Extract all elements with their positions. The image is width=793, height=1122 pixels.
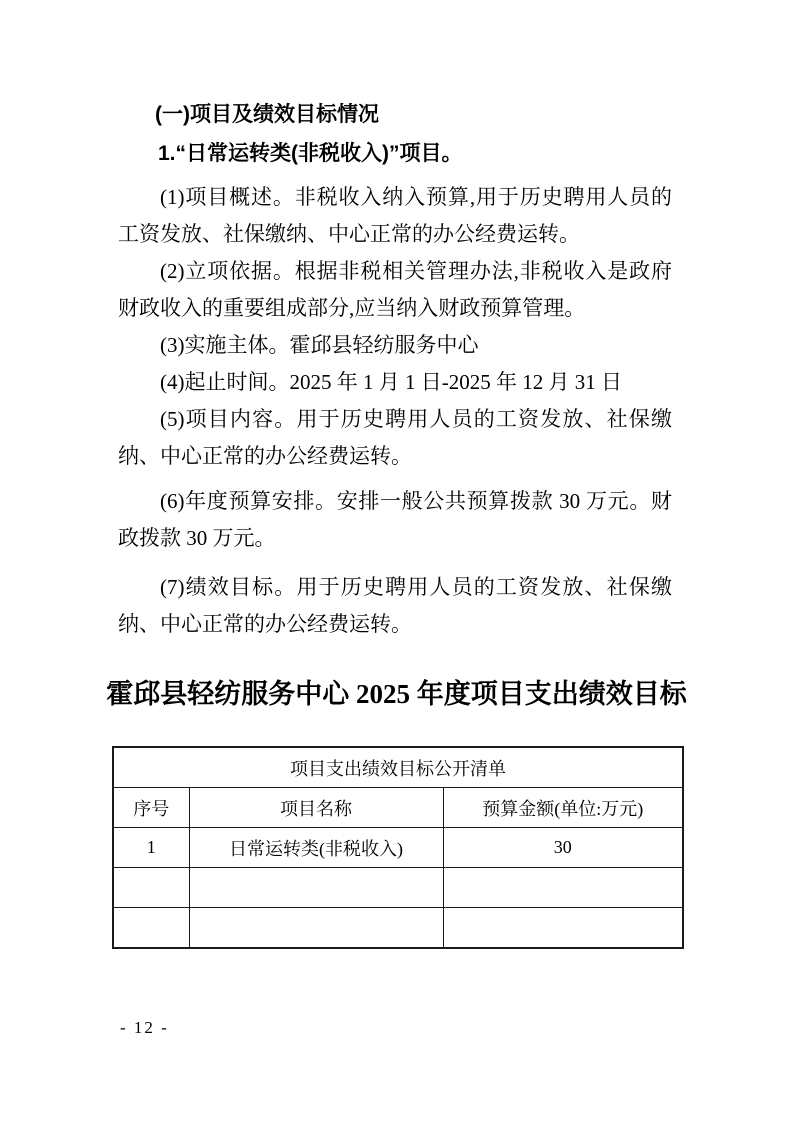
paragraph-time-span: (4)起止时间。2025 年 1 月 1 日-2025 年 12 月 31 日	[160, 370, 622, 394]
cell-budget-amount	[443, 908, 683, 949]
table-row	[113, 908, 683, 949]
project-subheading: 1.“日常运转类(非税收入)”项目。	[158, 142, 463, 165]
table-header-row	[113, 788, 683, 828]
col-header-project-name: 项目名称	[189, 788, 443, 828]
cell-serial-number	[113, 908, 189, 949]
document-body	[118, 96, 672, 643]
table-row	[113, 868, 683, 908]
table-caption-row	[113, 747, 683, 788]
performance-target-table	[112, 746, 684, 949]
cell-project-name	[189, 908, 443, 949]
cell-serial-number	[113, 868, 189, 908]
paragraph-implementing-body: (3)实施主体。霍邱县轻纺服务中心	[160, 333, 479, 357]
paragraph-annual-budget: (6)年度预算安排。安排一般公共预算拨款 30 万元。财政拨款 30 万元。	[118, 489, 672, 550]
paragraph-project-overview: (1)项目概述。非税收入纳入预算,用于历史聘用人员的工资发放、社保缴纳、中心正常的办公经费运转。	[118, 185, 672, 246]
col-header-budget-amount: 预算金额(单位:万元)	[443, 788, 683, 828]
cell-serial-number: 1	[113, 828, 189, 868]
performance-target-title: 霍邱县轻纺服务中心 2025 年度项目支出绩效目标	[106, 679, 687, 709]
paragraph-project-content: (5)项目内容。用于历史聘用人员的工资发放、社保缴纳、中心正常的办公经费运转。	[118, 407, 672, 468]
section-heading: (一)项目及绩效目标情况	[155, 103, 379, 126]
paragraph-performance-goal: (7)绩效目标。用于历史聘用人员的工资发放、社保缴纳、中心正常的办公经费运转。	[118, 575, 672, 636]
paragraph-project-basis: (2)立项依据。根据非税相关管理办法,非税收入是政府财政收入的重要组成部分,应当纳入财政预算管理。	[118, 259, 672, 320]
cell-budget-amount: 30	[443, 828, 683, 868]
cell-project-name	[189, 868, 443, 908]
page-number: - 12 -	[120, 1018, 169, 1037]
table-row	[113, 828, 683, 868]
table-caption: 项目支出绩效目标公开清单	[113, 747, 683, 788]
col-header-serial-number: 序号	[113, 788, 189, 828]
cell-project-name: 日常运转类(非税收入)	[189, 828, 443, 868]
cell-budget-amount	[443, 868, 683, 908]
